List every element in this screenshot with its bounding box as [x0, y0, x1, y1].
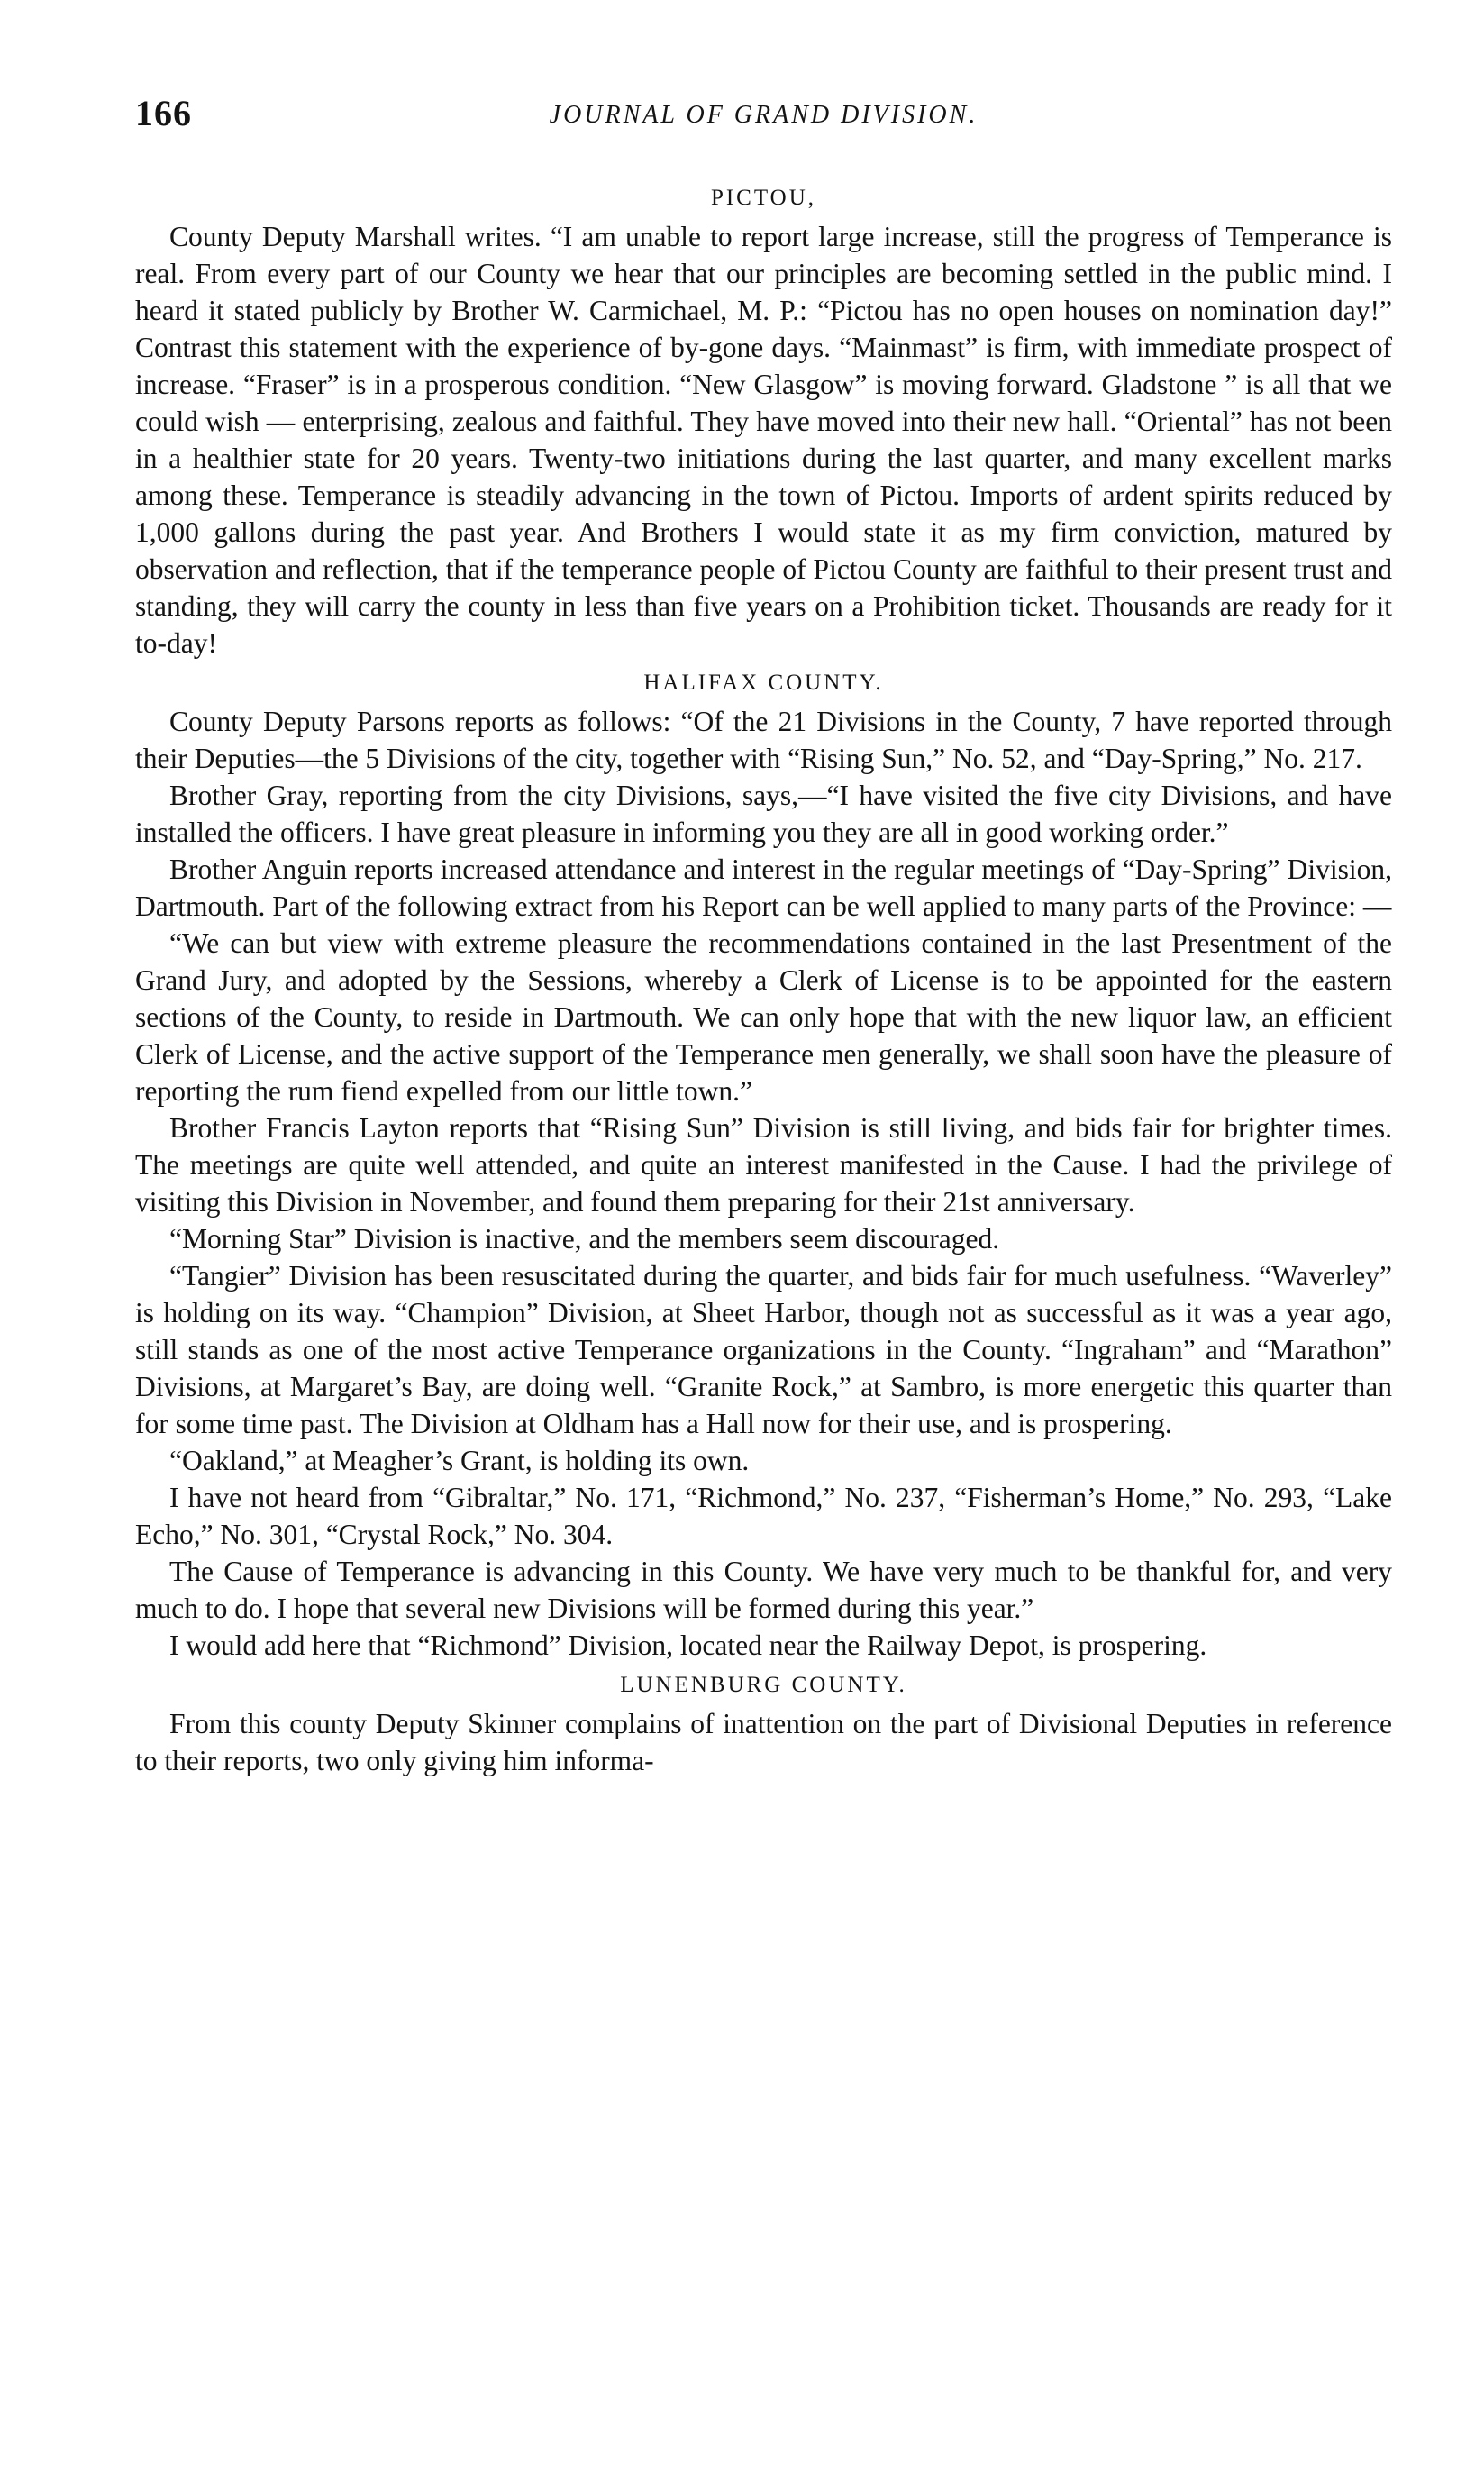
journal-title: JOURNAL OF GRAND DIVISION. — [549, 101, 979, 129]
section-heading-halifax: HALIFAX COUNTY. — [643, 671, 884, 695]
paragraph: “Tangier” Division has been resuscitated during the quarter, and bids fair for much usefulness. “Waverley” is holding on its way. “Champion” Division, at Sheet Harbor, though not as successful as it was a year ago, still stands as one of the most active Temperance organizations in the County. “Ingraham” and “Marathon” Divisions, at Margaret’s Bay, are doing well. “Granite Rock,” at Sambro, is more energetic this quarter than for some time past. The Division at Oldham has a Hall now for their use, and is prospering. — [135, 1260, 1392, 1439]
journal-page — [135, 92, 1392, 1779]
paragraph: “Oakland,” at Meagher’s Grant, is holding its own. — [169, 1445, 750, 1476]
running-head — [135, 92, 1392, 139]
paragraph: The Cause of Temperance is advancing in this County. We have very much to be thankful for, and very much to do. I hope that several new Divisions will be formed during this year.” — [135, 1556, 1392, 1624]
paragraph: County Deputy Marshall writes. “I am unable to report large increase, still the progress of Temperance is real. From every part of our County we hear that our principles are becoming settled in the public mind. I heard it stated publicly by Brother W. Carmichael, M. P.: “Pictou has no open houses on nomination day!” Contrast this statement with the experience of by-gone days. “Mainmast” is firm, with immediate prospect of increase. “Fraser” is in a prosperous condition. “New Glasgow” is moving forward. Gladstone ” is all that we could wish — enterprising, zealous and faithful. They have moved into their new hall. “Oriental” has not been in a healthier state for 20 years. Twenty-two initiations during the last quarter, and many excellent marks among these. Temperance is steadily advancing in the town of Pictou. Imports of ardent spirits reduced by 1,000 gallons during the past year. And Brothers I would state it as my firm conviction, matured by observation and reflection, that if the temperance people of Pictou County are faithful to their present trust and standing, they will carry the county in less than five years on a Prohibition ticket. Thousands are ready for it to-day! — [135, 221, 1392, 659]
paragraph: Brother Gray, reporting from the city Divisions, says,—“I have visited the five city Divisions, and have installed the officers. I have great pleasure in informing you they are all in good working order.” — [135, 780, 1392, 848]
paragraph: Brother Anguin reports increased attendance and interest in the regular meetings of “Day-Spring” Division, Dartmouth. Part of the following extract from his Report can be well applied to many parts of the Province: — — [135, 854, 1392, 922]
paragraph: “Morning Star” Division is inactive, and the members seem discouraged. — [169, 1223, 1000, 1255]
paragraph: I have not heard from “Gibraltar,” No. 171, “Richmond,” No. 237, “Fisherman’s Home,” No. 293, “Lake Echo,” No. 301, “Crystal Rock,” No. 304. — [135, 1482, 1392, 1550]
section-heading-pictou: PICTOU, — [710, 186, 817, 210]
paragraph: “We can but view with extreme pleasure the recommendations contained in the last Presentment of the Grand Jury, and adopted by the Sessions, whereby a Clerk of License is to be appointed for the eastern sections of the County, to reside in Dartmouth. We can only hope that with the new liquor law, an efficient Clerk of License, and the active support of the Temperance men generally, we shall soon have the pleasure of reporting the rum fiend expelled from our little town.” — [135, 927, 1392, 1107]
paragraph: I would add here that “Richmond” Division, located near the Railway Depot, is prospering. — [169, 1630, 1207, 1661]
page-number: 166 — [135, 93, 192, 133]
paragraph: County Deputy Parsons reports as follows: “Of the 21 Divisions in the County, 7 have reported through their Deputies—the 5 Divisions of the city, together with “Rising Sun,” No. 52, and “Day-Spring,” No. 217. — [135, 706, 1392, 774]
paragraph: Brother Francis Layton reports that “Rising Sun” Division is still living, and bids fair for brighter times. The meetings are quite well attended, and quite an interest manifested in the Cause. I had the privilege of visiting this Division in November, and found them preparing for their 21st anniversary. — [135, 1112, 1392, 1218]
section-heading-lunenburg: LUNENBURG COUNTY. — [620, 1673, 907, 1697]
paragraph: From this county Deputy Skinner complains of inattention on the part of Divisional Deputies in reference to their reports, two only giving him informa- — [135, 1708, 1392, 1776]
